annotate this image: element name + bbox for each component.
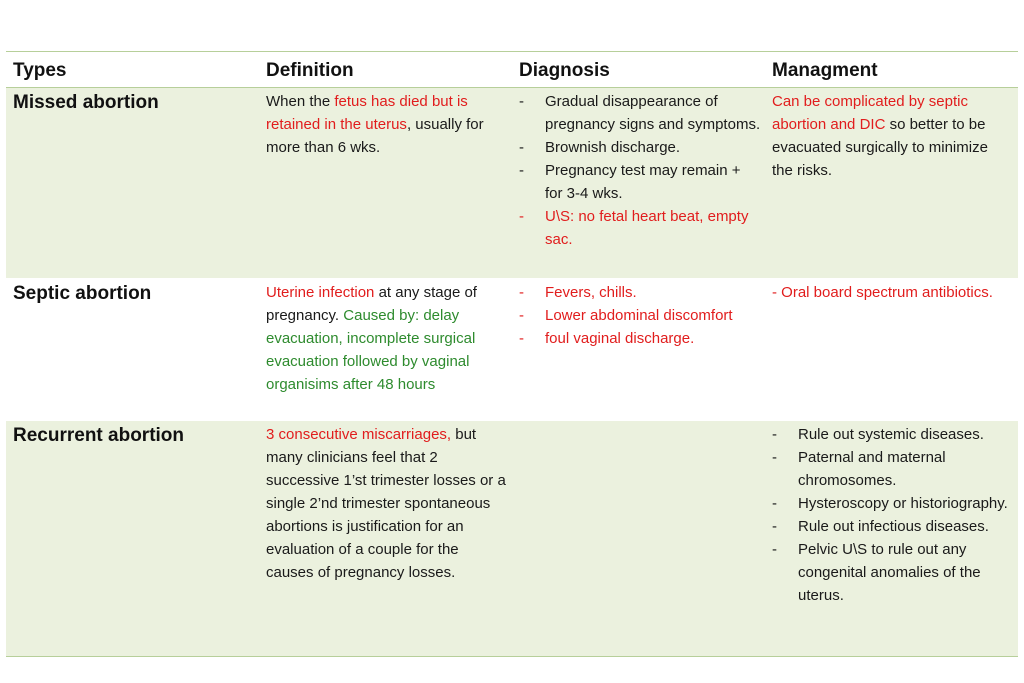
text-segment: fetus has died but is retained in the uterus <box>266 93 468 133</box>
diagnosis-cell <box>512 88 765 278</box>
list-item <box>519 281 761 304</box>
dash-list <box>519 281 761 350</box>
text-segment: When the <box>266 93 335 110</box>
list-item-text: Rule out systemic diseases. <box>798 426 984 443</box>
list-item <box>519 136 761 159</box>
header-diagnosis: Diagnosis <box>519 60 610 81</box>
abortion-types-table <box>6 51 1018 657</box>
definition-cell <box>259 421 512 656</box>
diagnosis-cell <box>512 279 765 420</box>
text-segment: 3 consecutive miscarriages, <box>266 426 452 443</box>
text-segment: so better to be evacuated surgically to minimize the risks. <box>772 116 988 179</box>
dash-bullet: - <box>772 426 777 443</box>
table-row <box>6 279 1018 421</box>
header-row <box>6 52 1018 88</box>
list-item-text: Brownish discharge. <box>545 139 681 156</box>
dash-bullet: - <box>772 541 777 558</box>
text-segment: - Oral board spectrum antibiotics. <box>772 284 993 301</box>
list-item-text: Pregnancy test may remain + for 3-4 wks. <box>545 162 741 202</box>
list-item <box>519 304 761 327</box>
type-cell: Recurrent abortion <box>13 425 185 446</box>
dash-bullet: - <box>519 307 524 324</box>
dash-list <box>772 423 1012 607</box>
dash-bullet: - <box>772 518 777 535</box>
text-segment: at any stage of pregnancy. <box>266 284 477 324</box>
dash-bullet: - <box>519 208 524 225</box>
dash-bullet: - <box>772 449 777 466</box>
list-item <box>772 515 1012 538</box>
list-item-text: Rule out infectious diseases. <box>798 518 989 535</box>
list-item <box>772 446 1012 492</box>
table-row <box>6 88 1018 279</box>
text-segment: Can be complicated by septic abortion and DIC <box>772 93 968 133</box>
dash-bullet: - <box>519 330 524 347</box>
type-cell: Missed abortion <box>13 92 159 113</box>
list-item <box>772 492 1012 515</box>
list-item-text: Lower abdominal discomfort <box>545 307 733 324</box>
list-item <box>519 327 761 350</box>
dash-bullet: - <box>519 139 524 156</box>
header-types: Types <box>13 60 67 81</box>
management-cell <box>765 421 1018 656</box>
list-item-text: Fevers, chills. <box>545 284 637 301</box>
dash-bullet: - <box>519 93 524 110</box>
list-item-text: foul vaginal discharge. <box>545 330 695 347</box>
management-cell <box>765 88 1018 278</box>
header-definition: Definition <box>266 60 354 81</box>
management-cell <box>765 279 1018 420</box>
diagnosis-cell <box>512 421 765 656</box>
list-item-text: Hysteroscopy or historiography. <box>798 495 1008 512</box>
dash-bullet: - <box>519 284 524 301</box>
definition-cell <box>259 279 512 420</box>
text-segment: but many clinicians feel that 2 successive 1’st trimester losses or a single 2’nd trimester spontaneous abortions is justification for an evaluation of a couple for the causes of pregnancy losses. <box>266 426 506 581</box>
list-item-text: U\S: no fetal heart beat, empty sac. <box>545 208 749 248</box>
type-cell: Septic abortion <box>13 283 152 304</box>
list-item-text: Gradual disappearance of pregnancy signs and symptoms. <box>545 93 761 133</box>
list-item <box>772 423 1012 446</box>
dash-bullet: - <box>772 495 777 512</box>
list-item <box>519 205 761 251</box>
definition-cell <box>259 88 512 278</box>
text-segment: , usually for more than 6 wks. <box>266 116 484 156</box>
table-row <box>6 421 1018 656</box>
dash-bullet: - <box>519 162 524 179</box>
list-item <box>519 90 761 136</box>
header-management: Managment <box>772 60 878 81</box>
list-item <box>519 159 761 205</box>
list-item-text: Paternal and maternal chromosomes. <box>798 449 946 489</box>
text-segment: Uterine infection <box>266 284 375 301</box>
list-item-text: Pelvic U\S to rule out any congenital anomalies of the uterus. <box>798 541 981 604</box>
text-segment: Caused by: delay evacuation, incomplete surgical evacuation followed by vaginal organisims after 48 hours <box>266 307 476 393</box>
dash-list <box>519 90 761 251</box>
list-item <box>772 538 1012 607</box>
